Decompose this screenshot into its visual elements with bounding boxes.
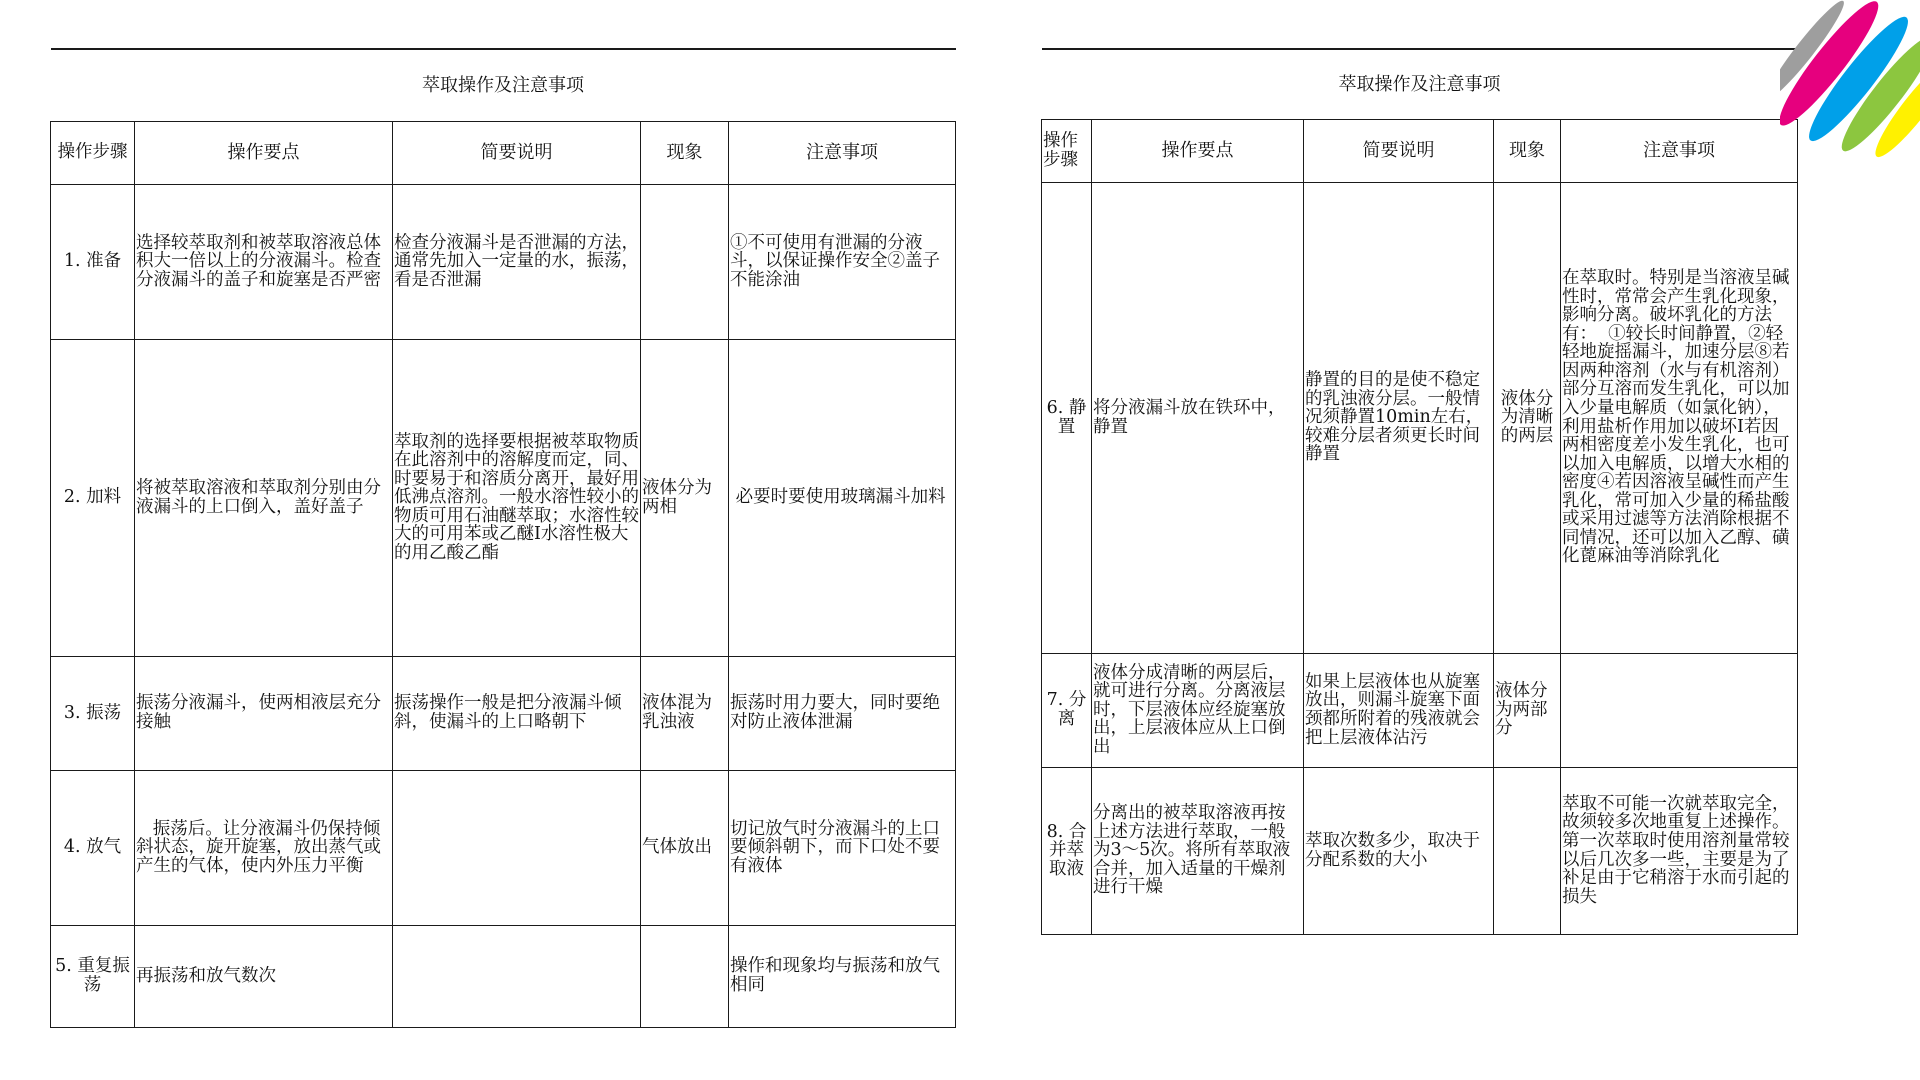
header-description: 简要说明 [1304, 119, 1494, 182]
table-row [51, 184, 956, 339]
step-cell: 1. 准备 [51, 184, 135, 339]
color-stripes-logo [1780, 0, 1920, 170]
header-key-point: 操作要点 [135, 121, 393, 184]
description-cell: 萃取次数多少，取决于分配系数的大小 [1304, 767, 1494, 934]
step-cell: 7. 分离 [1042, 653, 1092, 767]
key-point-cell: 将分液漏斗放在铁环中，静置 [1092, 182, 1304, 653]
header-phenomenon: 现象 [1494, 119, 1561, 182]
extraction-table-right [1041, 48, 1798, 935]
phenomenon-cell [1494, 767, 1561, 934]
key-point-cell: 再振荡和放气数次 [135, 925, 393, 1027]
key-point-cell: 液体分成清晰的两层后，就可进行分离。分离液层时，下层液体应经旋塞放出，上层液体应从上口倒出 [1092, 653, 1304, 767]
notes-cell: 萃取不可能一次就萃取完全，故须较多次地重复上述操作。第一次萃取时使用溶剂量常较以后几次多一些，主要是为了补足由于它稍溶于水而引起的损失 [1561, 767, 1798, 934]
header-step: 操作步骤 [51, 121, 135, 184]
notes-cell: 在萃取时。特别是当溶液呈碱性时，常常会产生乳化现象，影响分离。破坏乳化的方法有： ①较长时间静置，②轻轻地旋摇漏斗，加速分层⑧若因两种溶剂（水与有机溶剂）部分互溶而发生乳化，可以加入少量电解质（如氯化钠），利用盐析作用加以破坏I若因两相密度差小发生乳化，也可以加入电解质，以增大水相的密度④若因溶液呈碱性而产生乳化，常可加入少量的稀盐酸或采用过滤等方法消除根据不同情况，还可以加入乙醇、磺化蓖麻油等消除乳化 [1561, 182, 1798, 653]
table-row [51, 339, 956, 656]
notes-cell: 切记放气时分液漏斗的上口要倾斜朝下，而下口处不要有液体 [729, 770, 956, 925]
table-row [51, 656, 956, 770]
step-cell: 5. 重复振荡 [51, 925, 135, 1027]
header-key-point: 操作要点 [1092, 119, 1304, 182]
table-row [51, 770, 956, 925]
description-cell: 检查分液漏斗是否泄漏的方法，通常先加入一定量的水，振荡，看是否泄漏 [393, 184, 641, 339]
phenomenon-cell [641, 925, 729, 1027]
phenomenon-cell: 气体放出 [641, 770, 729, 925]
header-step: 操作步骤 [1042, 119, 1092, 182]
table-row [1042, 767, 1798, 934]
key-point-cell: 选择较萃取剂和被萃取溶液总体积大一倍以上的分液漏斗。检查分液漏斗的盖子和旋塞是否严密 [135, 184, 393, 339]
header-phenomenon: 现象 [641, 121, 729, 184]
description-cell: 静置的目的是使不稳定的乳浊液分层。一般情况须静置10min左右，较难分层者须更长时间静置 [1304, 182, 1494, 653]
phenomenon-cell: 液体混为乳浊液 [641, 656, 729, 770]
step-cell: 3. 振荡 [51, 656, 135, 770]
header-notes: 注意事项 [729, 121, 956, 184]
header-notes: 注意事项 [1561, 119, 1798, 182]
table-title: 萃取操作及注意事项 [51, 49, 956, 121]
notes-cell: 必要时要使用玻璃漏斗加料 [729, 339, 956, 656]
key-point-cell: 振荡后。让分液漏斗仍保持倾斜状态，旋开旋塞，放出蒸气或产生的气体，使内外压力平衡 [135, 770, 393, 925]
step-cell: 2. 加料 [51, 339, 135, 656]
notes-cell: 振荡时用力要大，同时要绝对防止液体泄漏 [729, 656, 956, 770]
table-title: 萃取操作及注意事项 [1042, 49, 1798, 119]
notes-cell: ①不可使用有泄漏的分液斗，以保证操作安全②盖子不能涂油 [729, 184, 956, 339]
table-row [1042, 182, 1798, 653]
description-cell: 萃取剂的选择要根据被萃取物质在此溶剂中的溶解度而定，同、时要易于和溶质分离开，最好用低沸点溶剂。一般水溶性较小的物质可用石油醚萃取；水溶性较大的可用苯或乙醚I水溶性极大的用乙酸乙酯 [393, 339, 641, 656]
phenomenon-cell: 液体分为两部分 [1494, 653, 1561, 767]
phenomenon-cell: 液体分为两相 [641, 339, 729, 656]
step-cell: 4. 放气 [51, 770, 135, 925]
step-cell: 8. 合并萃取液 [1042, 767, 1092, 934]
description-cell: 如果上层液体也从旋塞放出，则漏斗旋塞下面颈都所附着的残液就会把上层液体沾污 [1304, 653, 1494, 767]
table-row [51, 925, 956, 1027]
description-cell [393, 770, 641, 925]
key-point-cell: 振荡分液漏斗，使两相液层充分接触 [135, 656, 393, 770]
notes-cell [1561, 653, 1798, 767]
description-cell [393, 925, 641, 1027]
notes-cell: 操作和现象均与振荡和放气相同 [729, 925, 956, 1027]
phenomenon-cell [641, 184, 729, 339]
header-description: 简要说明 [393, 121, 641, 184]
extraction-table-left [50, 48, 956, 1028]
table-row [1042, 653, 1798, 767]
key-point-cell: 分离出的被萃取溶液再按上述方法进行萃取，一般为3～5次。将所有萃取液合并，加入适量的干燥剂进行干燥 [1092, 767, 1304, 934]
key-point-cell: 将被萃取溶液和萃取剂分别由分液漏斗的上口倒入，盖好盖子 [135, 339, 393, 656]
step-cell: 6. 静置 [1042, 182, 1092, 653]
description-cell: 振荡操作一般是把分液漏斗倾斜，使漏斗的上口略朝下 [393, 656, 641, 770]
phenomenon-cell: 液体分为清晰的两层 [1494, 182, 1561, 653]
